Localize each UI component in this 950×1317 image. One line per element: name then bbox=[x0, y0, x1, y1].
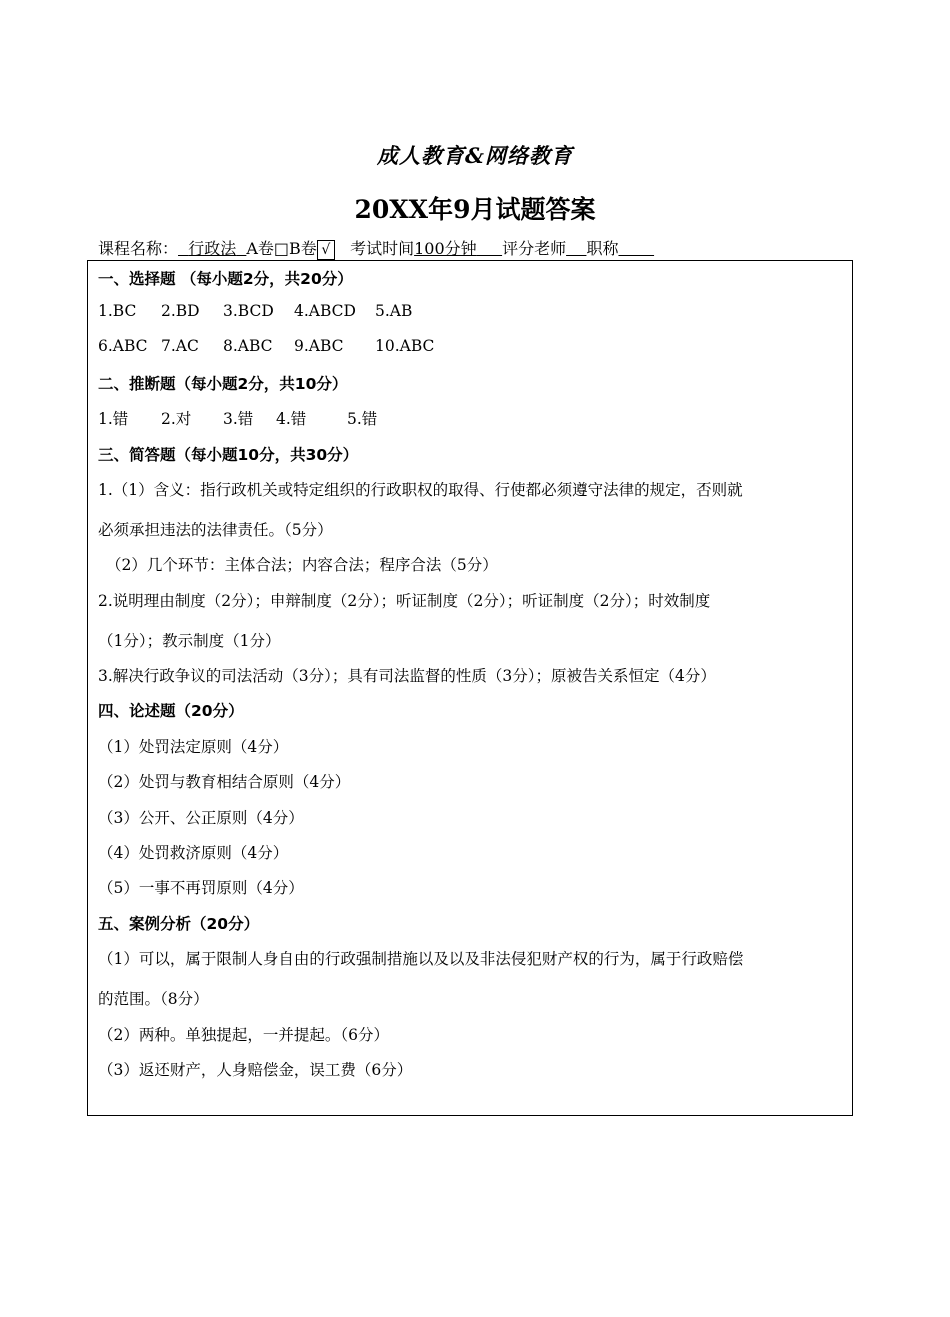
choice-answer: 1.BC bbox=[98, 302, 137, 320]
choice-answer: 2.BD bbox=[161, 302, 200, 320]
choice-answers-row-2 bbox=[98, 337, 434, 355]
choice-answer: 4.ABCD bbox=[294, 302, 356, 320]
short-answer-line: 2.说明理由制度（2分）；申辩制度（2分）；听证制度（2分）；听证制度（2分）；时效制度 bbox=[98, 592, 711, 610]
short-answer-line: 3.解决行政争议的司法活动（3分）；具有司法监督的性质（3分）；原被告关系恒定（4分） bbox=[98, 667, 716, 685]
title-label: 职称 bbox=[586, 239, 619, 258]
judgement-answer: 3.错 bbox=[223, 410, 254, 428]
course-info-line bbox=[98, 236, 654, 260]
title-blank bbox=[618, 239, 654, 258]
choice-answer: 10.ABC bbox=[375, 337, 435, 355]
paper-type: A卷□B卷 bbox=[246, 239, 317, 258]
choice-answers-row-1 bbox=[98, 302, 412, 320]
judgement-answers-row bbox=[98, 407, 377, 429]
case-answer-line: （3）返还财产，人身赔偿金，误工费（6分） bbox=[98, 1061, 413, 1079]
course-label: 课程名称： bbox=[98, 239, 179, 258]
short-answer-line: （1分）；教示制度（1分） bbox=[98, 632, 281, 650]
essay-point: （4）处罚救济原则（4分） bbox=[98, 844, 289, 862]
judgement-answer: 5.错 bbox=[347, 410, 378, 428]
choice-answer: 8.ABC bbox=[223, 337, 273, 355]
choice-answer: 3.BCD bbox=[223, 302, 274, 320]
paper-b-checkbox: √ bbox=[317, 240, 335, 260]
exam-title: 20XX年9月试题答案 bbox=[354, 195, 596, 224]
grader-label: 评分老师 bbox=[502, 239, 567, 258]
case-answer-line: 的范围。（8分） bbox=[98, 990, 209, 1008]
essay-point: （5）一事不再罚原则（4分） bbox=[98, 879, 304, 897]
judgement-answer: 4.错 bbox=[276, 410, 307, 428]
judgement-answer: 1.错 bbox=[98, 410, 129, 428]
grader-blank bbox=[566, 239, 586, 258]
section-2-heading: 二、推断题（每小题2分，共10分） bbox=[98, 375, 348, 393]
choice-answer: 5.AB bbox=[375, 302, 413, 320]
case-answer-line: （2）两种。单独提起，一并提起。（6分） bbox=[98, 1026, 389, 1044]
org-title: 成人教育&网络教育 bbox=[377, 143, 573, 168]
section-5-heading: 五、案例分析（20分） bbox=[98, 915, 260, 933]
answer-box bbox=[87, 260, 853, 1116]
essay-point: （3）公开、公正原则（4分） bbox=[98, 809, 304, 827]
choice-answer: 6.ABC bbox=[98, 337, 148, 355]
time-value: 100分钟 bbox=[414, 239, 477, 258]
course-value: 行政法 bbox=[188, 239, 237, 258]
essay-point: （1）处罚法定原则（4分） bbox=[98, 738, 289, 756]
section-4-heading: 四、论述题（20分） bbox=[98, 702, 244, 720]
time-label: 考试时间 bbox=[350, 239, 415, 258]
short-answer-line: 1.（1）含义：指行政机关或特定组织的行政职权的取得、行使都必须遵守法律的规定，否则就 bbox=[98, 481, 743, 499]
essay-point: （2）处罚与教育相结合原则（4分） bbox=[98, 773, 351, 791]
section-3-heading: 三、简答题（每小题10分，共30分） bbox=[98, 446, 359, 464]
choice-answer: 7.AC bbox=[161, 337, 199, 355]
short-answer-line: （2）几个环节：主体合法；内容合法；程序合法（5分） bbox=[106, 556, 498, 574]
choice-answer: 9.ABC bbox=[294, 337, 344, 355]
judgement-answer: 2.对 bbox=[161, 410, 192, 428]
short-answer-line: 必须承担违法的法律责任。（5分） bbox=[98, 521, 333, 539]
case-answer-line: （1）可以，属于限制人身自由的行政强制措施以及以及非法侵犯财产权的行为，属于行政赔偿 bbox=[98, 950, 744, 968]
section-1-heading: 一、选择题 （每小题2分，共20分） bbox=[98, 270, 353, 288]
